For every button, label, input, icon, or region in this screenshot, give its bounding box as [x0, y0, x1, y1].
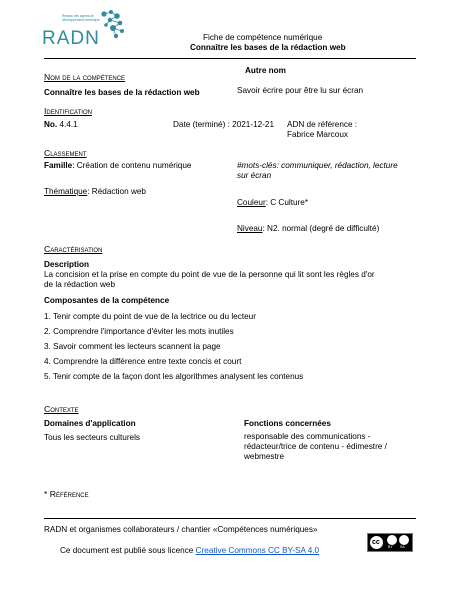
fonctions-title: Fonctions concernées	[244, 419, 331, 428]
mots-cles-line2: sur écran	[237, 171, 272, 180]
section-contexte-heading: Contexte	[44, 404, 79, 414]
autre-nom-value: Savoir écrire pour être lu sur écran	[237, 86, 364, 95]
description-title: Description	[44, 260, 90, 269]
couleur-row	[237, 198, 308, 208]
no-value: 4.4.1	[59, 120, 78, 129]
thematique-row	[44, 187, 146, 197]
competence-name: Connaître les bases de la rédaction web	[44, 88, 200, 97]
footer-rule	[44, 518, 416, 519]
section-identification-heading: Identification	[44, 106, 92, 116]
by-icon	[387, 535, 397, 545]
fonctions-line: webmestre	[244, 452, 285, 461]
badge-by-label: BY	[388, 545, 393, 549]
mots-cles-line1: #mots-clés: communiquer, rédaction, lecture	[237, 161, 398, 170]
composante-item: 5. Tenir compte de la façon dont les algorithmes analysent les contenus	[44, 372, 304, 381]
header-rule	[44, 58, 416, 59]
radn-logo	[40, 8, 130, 50]
thematique-value: : Rédaction web	[87, 187, 146, 196]
cc-by-sa-badge[interactable]	[367, 533, 413, 552]
famille-row	[44, 161, 191, 171]
niveau-value: : N2. normal (degré de difficulté)	[262, 224, 380, 233]
competence-number	[44, 120, 78, 130]
section-caracterisation-heading: Caractérisation	[44, 244, 103, 254]
logo-tagline: Réseau des agents de développement numérique	[62, 14, 100, 22]
footer-organisations: RADN et organismes collaborateurs / chantier «Compétences numériques»	[44, 525, 318, 534]
description-line1: La concision et la prise en compte du point de vue de la personne qui lit sont les règles d'or	[44, 270, 375, 279]
section-reference-heading: * Référence	[44, 489, 89, 499]
badge-sa-label: SA	[400, 545, 405, 549]
logo-wordmark: RADN	[42, 28, 100, 49]
niveau-label: Niveau	[237, 224, 263, 233]
composantes-title: Composantes de la compétence	[44, 296, 170, 305]
no-label: No.	[44, 120, 58, 129]
section-nom-heading: Nom de la compétence	[44, 72, 126, 82]
domaines-value: Tous les secteurs culturels	[44, 433, 141, 442]
famille-value: : Création de contenu numérique	[72, 161, 192, 170]
licence-prefix: Ce document est publié sous licence	[60, 546, 196, 555]
niveau-row	[237, 224, 379, 234]
fonctions-line: rédacteur/trice de contenu - édimestre /	[244, 442, 387, 451]
footer-licence	[60, 546, 319, 556]
composante-item: 1. Tenir compte du point de vue de la lectrice ou du lecteur	[44, 312, 256, 321]
licence-link[interactable]: Creative Commons CC BY-SA 4.0	[195, 546, 320, 555]
completion-date: Date (terminé) : 2021-12-21	[173, 120, 275, 129]
doc-title: Connaître les bases de la rédaction web	[190, 43, 346, 52]
section-classement-heading: Classement	[44, 148, 87, 158]
couleur-value: : C Culture*	[265, 198, 309, 207]
thematique-label: Thématique	[44, 187, 88, 196]
fonctions-line: responsable des communications -	[244, 432, 371, 441]
autre-nom-label: Autre nom	[245, 66, 286, 75]
description-line2: de la rédaction web	[44, 280, 116, 289]
adn-reference-value: Fabrice Marcoux	[287, 130, 348, 139]
domaines-title: Domaines d'application	[44, 419, 136, 428]
adn-reference-label: ADN de référence :	[287, 120, 358, 129]
cc-icon: cc	[369, 535, 384, 550]
doc-type-title: Fiche de compétence numérique	[203, 33, 323, 42]
couleur-label: Couleur	[237, 198, 266, 207]
sa-icon	[399, 535, 409, 545]
composante-item: 4. Comprendre la différence entre texte concis et court	[44, 357, 242, 366]
composante-item: 2. Comprendre l'importance d'éviter les mots inutiles	[44, 327, 234, 336]
famille-label: Famille	[44, 161, 73, 170]
composante-item: 3. Savoir comment les lecteurs scannent la page	[44, 342, 221, 351]
